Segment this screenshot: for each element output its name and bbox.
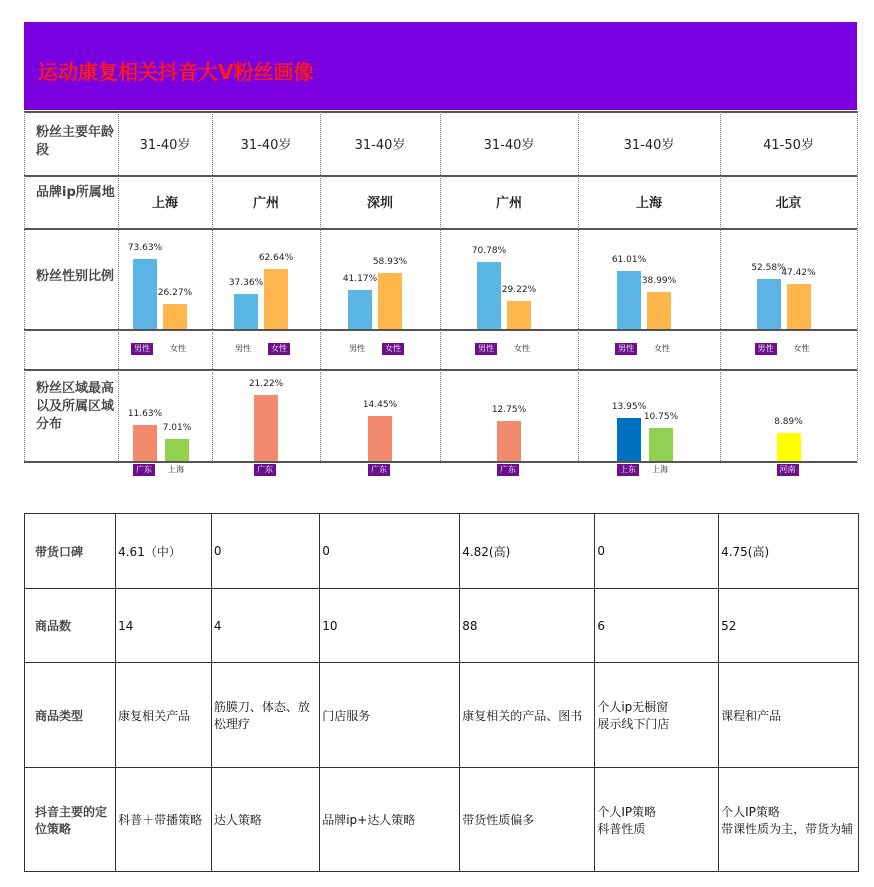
column-separator: [720, 111, 721, 461]
column-separator: [440, 111, 441, 461]
row-label: 带货口碑: [25, 514, 116, 589]
gender-label-female: 62.64%: [258, 253, 294, 264]
column-separator: [857, 111, 858, 461]
age-value: 31-40岁: [354, 138, 406, 153]
legend-male: 男性: [755, 343, 777, 355]
table-cell: 课程和产品: [719, 663, 859, 768]
table-divider: [24, 461, 857, 463]
gender-label-female: 38.99%: [641, 275, 677, 286]
title-banner: [24, 22, 857, 110]
gender-bar-male: [348, 290, 372, 329]
legend-female: 女性: [170, 344, 186, 353]
table-cell: 52: [719, 589, 859, 663]
row-label: 商品类型: [25, 663, 116, 768]
region-value: 7.01%: [162, 423, 192, 434]
table-row: [25, 768, 859, 872]
gender-label-male: 52.58%: [751, 263, 786, 274]
table-cell: 筋膜刀、体态、放松理疗: [211, 663, 319, 768]
gender-bar-female: [163, 304, 187, 329]
table-cell: 门店服务: [320, 663, 460, 768]
region-name: 广东: [368, 464, 390, 476]
gender-bar-male: [234, 294, 258, 329]
age-value: 31-40岁: [483, 138, 535, 153]
region-name: 上海: [652, 465, 668, 474]
gender-label-female: 29.22%: [501, 285, 537, 296]
gender-label-female: 26.27%: [157, 288, 193, 299]
table-cell: 康复相关产品: [116, 663, 212, 768]
legend-male: 男性: [615, 343, 637, 355]
gender-label-female: 58.93%: [372, 257, 408, 268]
gender-bar-male: [477, 262, 501, 329]
table-cell: 达人策略: [211, 768, 319, 872]
legend-female: 女性: [793, 344, 810, 353]
table-cell: 6: [595, 589, 719, 663]
table-cell: 个人IP策略 科普性质: [595, 768, 719, 872]
legend-male: 男性: [475, 343, 497, 355]
column-separator: [320, 111, 321, 461]
location-value: 北京: [775, 196, 802, 211]
gender-bar-female: [787, 284, 811, 329]
region-name: 河南: [777, 464, 799, 476]
age-value: 31-40岁: [240, 138, 292, 153]
table-cell: 个人ip无橱窗 展示线下门店: [595, 663, 719, 768]
location-value: 上海: [151, 196, 178, 211]
column-separator: [24, 111, 25, 461]
legend-female: 女性: [654, 344, 670, 353]
legend-male: 男性: [131, 343, 153, 355]
region-value: 8.89%: [774, 417, 803, 428]
region-name: 广东: [497, 464, 519, 476]
legend-female: 女性: [382, 343, 404, 355]
table-cell: 科普＋带播策略: [116, 768, 212, 872]
table-cell: 4: [211, 589, 319, 663]
gender-bar-male: [757, 279, 781, 329]
age-value: 31-40岁: [139, 138, 191, 153]
region-bar: [368, 416, 392, 461]
gender-label-male: 61.01%: [611, 255, 647, 266]
region-bar: [649, 428, 673, 461]
row-label-region: 粉丝区域最高以及所属区域分布: [36, 381, 115, 432]
commerce-table: [24, 513, 859, 872]
gender-label-male: 37.36%: [228, 277, 264, 288]
table-cell: 10: [320, 589, 460, 663]
row-label: 商品数: [25, 589, 116, 663]
region-value: 10.75%: [643, 411, 679, 422]
table-cell: 品牌ip+达人策略: [320, 768, 460, 872]
location-value: 广州: [252, 196, 279, 211]
region-name: 上海: [168, 465, 184, 474]
table-cell: 14: [116, 589, 212, 663]
table-cell: 4.82(高): [460, 514, 595, 589]
region-value: 21.22%: [248, 379, 284, 390]
table-cell: 0: [211, 514, 319, 589]
region-name: 上东: [617, 464, 639, 476]
column-separator: [212, 111, 213, 461]
region-bar: [254, 395, 278, 461]
table-row: [25, 663, 859, 768]
gender-label-male: 73.63%: [127, 243, 163, 254]
region-bar: [497, 421, 521, 461]
region-value: 13.95%: [611, 401, 647, 412]
age-value: 31-40岁: [623, 138, 675, 153]
table-cell: 0: [320, 514, 460, 589]
table-cell: 88: [460, 589, 595, 663]
legend-male: 男性: [235, 344, 251, 353]
table-cell: 0: [595, 514, 719, 589]
table-cell: 带货性质偏多: [460, 768, 595, 872]
location-value: 深圳: [366, 196, 393, 211]
age-value: 41-50岁: [763, 138, 814, 153]
table-cell: 个人IP策略 带课性质为主，带货为辅: [719, 768, 859, 872]
page-title: 运动康复相关抖音大V粉丝画像: [38, 60, 314, 84]
location-value: 广州: [495, 196, 522, 211]
region-name: 广东: [133, 464, 155, 476]
row-label-gender: 粉丝性别比例: [36, 269, 115, 284]
legend-female: 女性: [514, 344, 530, 353]
legend-female: 女性: [268, 343, 290, 355]
region-value: 12.75%: [491, 405, 527, 416]
gender-label-male: 70.78%: [471, 245, 507, 256]
region-bar: [777, 433, 801, 461]
region-bar: [165, 439, 189, 461]
column-separator: [118, 111, 119, 461]
table-cell: 康复相关的产品、图书: [460, 663, 595, 768]
region-bar: [617, 418, 641, 461]
row-label-age: 粉丝主要年龄段: [36, 125, 115, 158]
row-label: 抖音主要的定位策略: [25, 768, 116, 872]
table-cell: 4.75(高): [719, 514, 859, 589]
column-separator: [578, 111, 579, 461]
row-label-location: 品牌ip所属地: [36, 185, 115, 200]
table-cell: 4.61（中）: [116, 514, 212, 589]
legend-male: 男性: [349, 344, 365, 353]
gender-label-male: 41.17%: [342, 273, 378, 284]
table-row: [25, 589, 859, 663]
table-row: [25, 514, 859, 589]
location-value: 上海: [635, 196, 662, 211]
region-value: 11.63%: [127, 408, 163, 419]
region-name: 广东: [254, 464, 276, 476]
region-value: 14.45%: [362, 400, 398, 411]
gender-bar-female: [647, 292, 671, 329]
gender-bar-female: [507, 301, 531, 329]
gender-label-female: 47.42%: [781, 267, 816, 278]
